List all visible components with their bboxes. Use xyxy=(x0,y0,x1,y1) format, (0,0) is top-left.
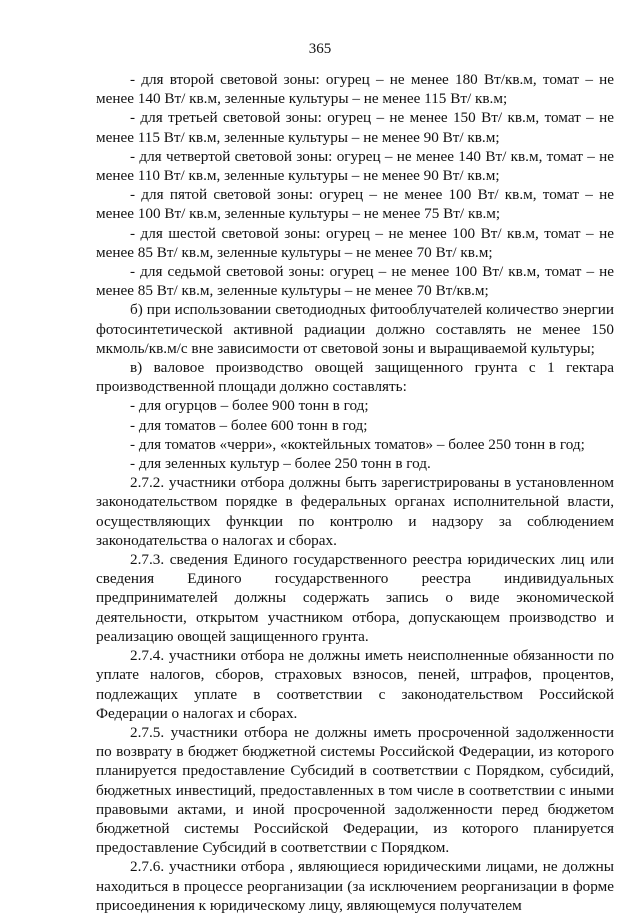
production-tomatoes: - для томатов – более 600 тонн в год; xyxy=(130,416,368,434)
page-number: 365 xyxy=(308,41,332,57)
production-greens: - для зеленных культур – более 250 тонн в год. xyxy=(130,455,431,473)
light-zone-7-requirement: - для седьмой световой зоны: огурец – не менее 100 Вт/ кв.м, томат – не менее 85 Вт/ кв.м, зеленные культуры – не менее 70 Вт/кв.м; xyxy=(96,263,614,300)
paragraph-b-led: б) при использовании светодиодных фитооблучателей количество энергии фотосинтетической активной радиации должно составлять не менее 150 мкмоль/кв.м/с вне зависимости от световой зоны и выращиваемой культуры; xyxy=(96,301,614,357)
document-body xyxy=(96,70,614,915)
clause-2-7-6: 2.7.6. участники отбора , являющиеся юридическими лицами, не должны находиться в процессе реорганизации (за исключением реорганизации в форме присоединения к юридическому лицу, являющемуся получателем xyxy=(96,858,614,914)
light-zone-4-requirement: - для четвертой световой зоны: огурец – не менее 140 Вт/ кв.м, томат – не менее 110 Вт/ кв.м, зеленные культуры – не менее 90 Вт/ кв.м; xyxy=(96,147,614,185)
clause-2-7-4: 2.7.4. участники отбора не должны иметь неисполненные обязанности по уплате налогов, сборов, страховых взносов, пеней, штрафов, процентов, подлежащих уплате в соответствии с законодательством Российской Федерации о налогах и сборах. xyxy=(96,647,614,722)
clause-2-7-3: 2.7.3. сведения Единого государственного реестра юридических лиц или сведения Единого государственного реестра индивидуальных предпринимателей должны содержать запись о виде экономической деятельности, открытом участником отбора, допускающем производство и реализацию овощей защищенного грунта. xyxy=(96,551,614,645)
clause-2-7-2: 2.7.2. участники отбора должны быть зарегистрированы в установленном законодательством порядке в федеральных органах исполнительной власти, осуществляющих функции по контролю и надзору за соблюдением законодательства о налогах и сборах. xyxy=(96,474,614,549)
light-zone-5-requirement: - для пятой световой зоны: огурец – не менее 100 Вт/ кв.м, томат – не менее 100 Вт/ кв.м, зеленные культуры – не менее 75 Вт/ кв.м; xyxy=(96,186,614,223)
production-cucumbers: - для огурцов – более 900 тонн в год; xyxy=(130,397,369,415)
light-zone-3-requirement: - для третьей световой зоны: огурец – не менее 150 Вт/ кв.м, томат – не менее 115 Вт/ кв.м, зеленные культуры – не менее 90 Вт/ кв.м; xyxy=(96,109,614,146)
production-cherry-tomatoes: - для томатов «черри», «коктейльных томатов» – более 250 тонн в год; xyxy=(130,435,585,453)
light-zone-2-requirement: - для второй световой зоны: огурец – не менее 180 Вт/кв.м, томат – не менее 140 Вт/ кв.м, зеленные культуры – не менее 115 Вт/ кв.м; xyxy=(96,71,614,108)
paragraph-v-gross-production: в) валовое производство овощей защищенного грунта с 1 гектара производственной площади должно составлять: xyxy=(96,359,614,396)
clause-2-7-5: 2.7.5. участники отбора не должны иметь просроченной задолженности по возврату в бюджет бюджетной системы Российской Федерации, из которого планируется предоставление Субсидий в соответствии с Порядком, субсидий, бюджетных инвестиций, предоставленных в том числе в соответствии с иными правовыми актами, и иной просроченной задолженности перед бюджетом бюджетной системы Российской Федерации, из которого планируется предоставление Субсидий в соответствии с Порядком. xyxy=(96,723,614,857)
light-zone-6-requirement: - для шестой световой зоны: огурец – не менее 100 Вт/ кв.м, томат – не менее 85 Вт/ кв.м, зеленные культуры – не менее 70 Вт/ кв.м; xyxy=(96,224,614,261)
